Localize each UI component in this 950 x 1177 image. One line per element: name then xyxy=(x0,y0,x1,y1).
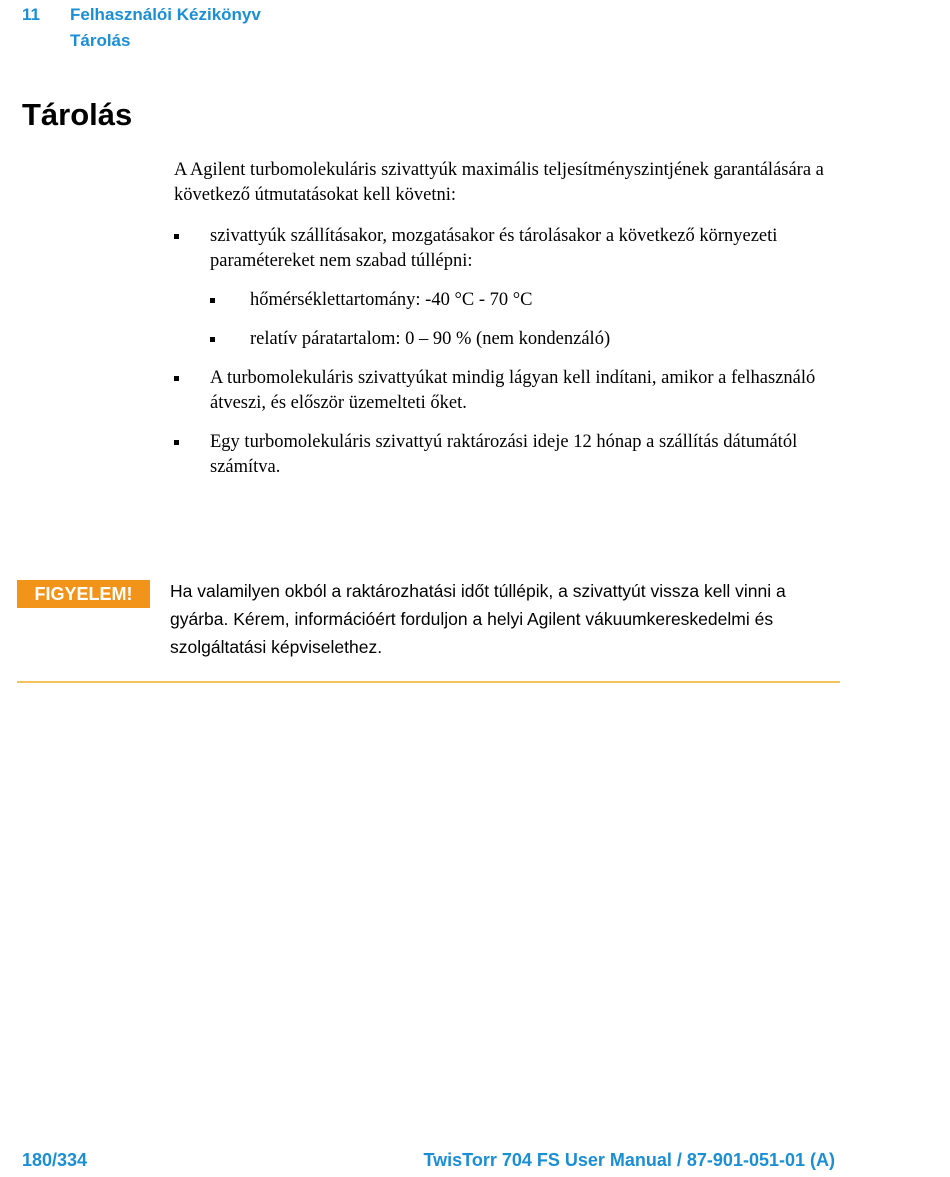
list-item-text: relatív páratartalom: 0 – 90 % (nem kondenzáló) xyxy=(250,329,611,349)
list-item xyxy=(174,224,844,352)
bullet-square-icon xyxy=(174,234,179,239)
chapter-title: Felhasználói Kézikönyv xyxy=(70,5,261,24)
list-item-text: A turbomolekuláris szivattyúkat mindig lágyan kell indítani, amikor a felhasználó átveszi, és először üzemelteti őket. xyxy=(210,368,816,413)
list-item-text: hőmérséklettartomány: -40 °C - 70 °C xyxy=(250,290,533,310)
bullet-square-icon xyxy=(174,440,179,445)
running-header xyxy=(22,2,261,54)
section-name: Tárolás xyxy=(70,31,131,50)
bullet-square-icon xyxy=(210,337,215,342)
bullet-list xyxy=(174,224,844,480)
list-item xyxy=(174,366,844,416)
chapter-number: 11 xyxy=(22,5,40,24)
list-item xyxy=(210,288,844,313)
page-title: Tárolás xyxy=(22,97,133,132)
divider xyxy=(17,681,840,683)
bullet-square-icon xyxy=(174,376,179,381)
list-item xyxy=(174,430,844,480)
manual-reference: TwisTorr 704 FS User Manual / 87-901-051-01 (A) xyxy=(423,1150,835,1170)
page-number: 180/334 xyxy=(22,1150,88,1170)
warning-text: Ha valamilyen okból a raktározhatási időt túllépik, a szivattyút vissza kell vinni a gyárba. Kérem, információért forduljon a helyi Agilent vákuumkereskedelmi és szolgáltatási képviselethez. xyxy=(170,581,786,657)
body-content xyxy=(174,158,844,494)
list-item-text: Egy turbomolekuláris szivattyú raktározási ideje 12 hónap a szállítás dátumától számítva. xyxy=(210,432,798,477)
sub-bullet-list xyxy=(210,288,844,352)
bullet-square-icon xyxy=(210,298,215,303)
list-item xyxy=(210,327,844,352)
warning-badge: FIGYELEM! xyxy=(17,580,150,608)
intro-paragraph: A Agilent turbomolekuláris szivattyúk maximális teljesítményszintjének garantálására a következő útmutatásokat kell követni: xyxy=(174,160,824,205)
list-item-text: szivattyúk szállításakor, mozgatásakor és tárolásakor a következő környezeti paramétereket nem szabad túllépni: xyxy=(210,226,778,271)
